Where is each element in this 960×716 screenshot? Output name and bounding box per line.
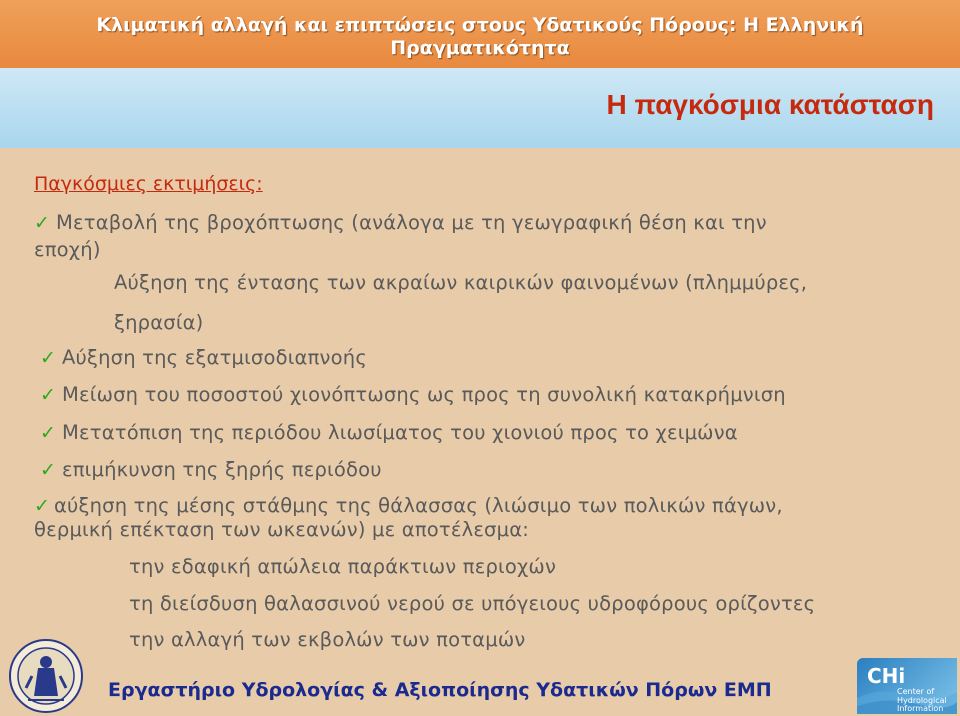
check-icon: ✓ (40, 422, 57, 444)
bullet-line-continued: εποχή) (34, 238, 101, 261)
bullet-line: ✓ Μετατόπιση της περιόδου λιωσίματος του χιονιού προς το χειμώνα (40, 421, 738, 444)
bullet-line: ✓ Αύξηση της εξατμισοδιαπνοής (40, 346, 367, 369)
slide-title-line-2: Πραγματικότητα (390, 37, 570, 59)
slide-header (0, 0, 960, 68)
check-icon: ✓ (34, 495, 51, 517)
chi-logo-icon (857, 658, 957, 714)
sub-line: την αλλαγή των εκβολών των ποταμών (129, 628, 526, 651)
bullet-line-continued: θερμική επέκταση των ωκεανών) με αποτέλεσμα: (34, 518, 530, 541)
bullet-line: ✓ Μείωση του ποσοστού χιονόπτωσης ως προς τη συνολική κατακρήμνιση (40, 383, 786, 406)
slide-title-line-1: Κλιματική αλλαγή και επιπτώσεις στους Υδατικούς Πόρους: Η Ελληνική (96, 14, 864, 36)
check-icon: ✓ (40, 459, 57, 481)
check-icon: ✓ (34, 212, 51, 234)
check-icon: ✓ (40, 347, 57, 369)
bullet-line: ✓ αύξηση της μέσης στάθμης της θάλασσας (λιώσιμο των πολικών πάγων, (34, 494, 783, 517)
chi-logo-text: Center of Hydrological Information (897, 687, 947, 713)
slide-subtitle: Η παγκόσμια κατάσταση (606, 89, 934, 120)
university-seal-icon (8, 638, 84, 714)
bullet-line: ✓ επιμήκυνση της ξηρής περιόδου (40, 458, 382, 481)
sub-line-continued: ξηρασία) (114, 311, 204, 334)
bullet-line: ✓ Μεταβολή της βροχόπτωσης (ανάλογα με τη γεωγραφική θέση και την (34, 211, 767, 234)
section-heading: Παγκόσμιες εκτιμήσεις: (34, 173, 263, 195)
footer-lab-name: Εργαστήριο Υδρολογίας & Αξιοποίησης Υδατικών Πόρων ΕΜΠ (108, 679, 772, 701)
check-icon: ✓ (40, 384, 57, 406)
sub-line: τη διείσδυση θαλασσινού νερού σε υπόγειους υδροφόρους ορίζοντες (129, 592, 816, 615)
chi-logo-mark: CHi (867, 664, 906, 688)
sub-line: την εδαφική απώλεια παράκτιων περιοχών (129, 555, 557, 578)
sub-line: Αύξηση της έντασης των ακραίων καιρικών φαινομένων (πλημμύρες, (114, 271, 808, 294)
